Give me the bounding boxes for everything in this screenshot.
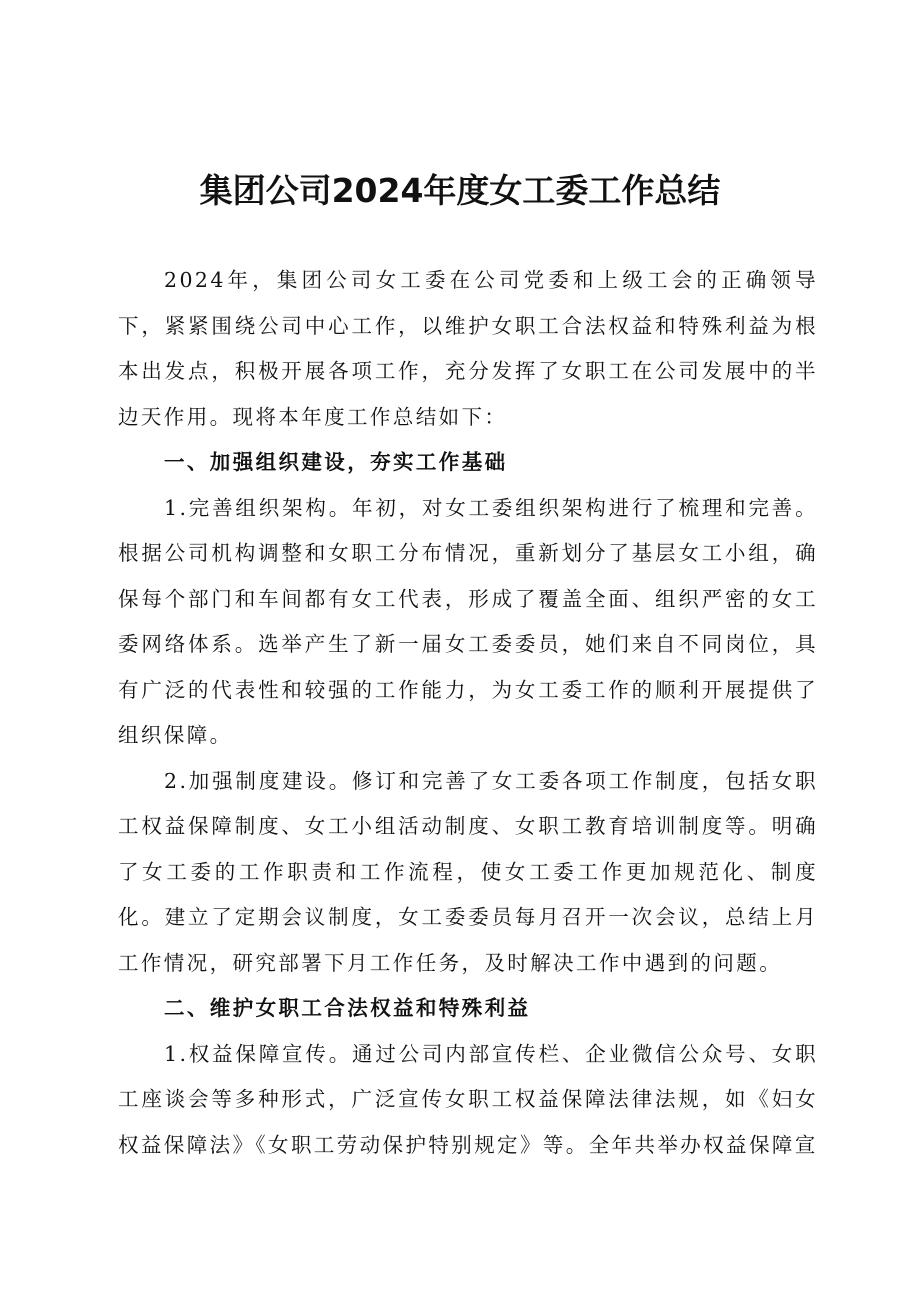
section-1-heading: 一、加强组织建设，夯实工作基础: [164, 450, 508, 474]
section-2-heading: 二、维护女职工合法权益和特殊利益: [164, 996, 531, 1020]
section-1-item-1: 1.完善组织架构。年初，对女工委组织架构进行了梳理和完善。根据公司机构调整和女职工分布情况，重新划分了基层女工小组，确保每个部门和车间都有女工代表，形成了覆盖全面、组织严密的女工委网络体系。选举产生了新一届女工委委员，她们来自不同岗位，具有广泛的代表性和较强的工作能力，为女工委工作的顺利开展提供了组织保障。: [118, 495, 818, 747]
document-body: [118, 258, 818, 1168]
intro-paragraph: 2024年，集团公司女工委在公司党委和上级工会的正确领导下，紧紧围绕公司中心工作，以维护女职工合法权益和特殊利益为根本出发点，积极开展各项工作，充分发挥了女职工在公司发展中的半边天作用。现将本年度工作总结如下：: [118, 268, 818, 429]
section-1-item-2: 2.加强制度建设。修订和完善了女工委各项工作制度，包括女职工权益保障制度、女工小组活动制度、女职工教育培训制度等。明确了女工委的工作职责和工作流程，使女工委工作更加规范化、制度化。建立了定期会议制度，女工委委员每月召开一次会议，总结上月工作情况，研究部署下月工作任务，及时解决工作中遇到的问题。: [118, 768, 818, 975]
document-title: 集团公司2024年度女工委工作总结: [199, 171, 721, 210]
section-2-item-1: 1.权益保障宣传。通过公司内部宣传栏、企业微信公众号、女职工座谈会等多种形式，广泛宣传女职工权益保障法律法规，如《妇女权益保障法》《女职工劳动保护特别规定》等。全年共举办权益保障宣: [118, 1041, 818, 1157]
